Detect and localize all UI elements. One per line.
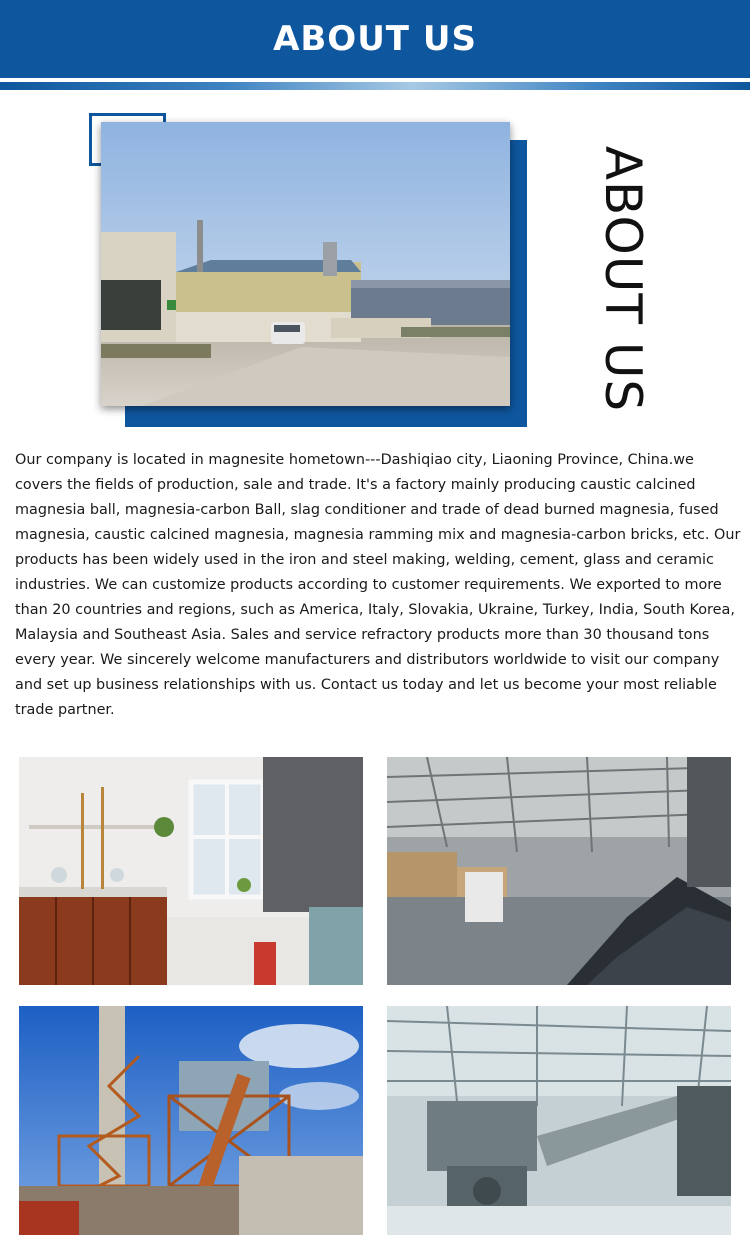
header-stripe [0, 82, 750, 90]
warehouse-storage-photo [387, 757, 731, 985]
header-banner [0, 0, 750, 78]
laboratory-photo [19, 757, 363, 985]
vertical-heading-text: ABOUT US [594, 145, 652, 413]
company-introduction: Our company is located in magnesite hometown---Dashiqiao city, Liaoning Province, China.we covers the fields of production, sale and trade. It's a factory mainly producing caustic calcined magnesia ball, magnesia-carbon Ball, slag conditioner and trade of dead burned magnesia, fused magnesia, caustic calcined magnesia, magnesia ramming mix and magnesia-carbon bricks, etc. Our products has been widely used in the iron and steel making, welding, cement, glass and ceramic industries. We can customize products according to customer requirements. We exported to more than 20 countries and regions, such as America, Italy, Slovakia, Ukraine, Turkey, India, South Korea, Malaysia and Southeast Asia. Sales and service refractory products more than 30 thousand tons every year. We sincerely welcome manufacturers and distributors worldwide to visit our company and set up business relationships with us. Contact us today and let us become your most reliable trade partner. [15, 452, 741, 718]
processing-hall-photo [387, 1006, 731, 1235]
page-title: ABOUT US [273, 19, 477, 59]
industrial-tower-photo [19, 1006, 363, 1235]
factory-exterior-photo [101, 122, 510, 406]
vertical-heading [563, 144, 683, 414]
